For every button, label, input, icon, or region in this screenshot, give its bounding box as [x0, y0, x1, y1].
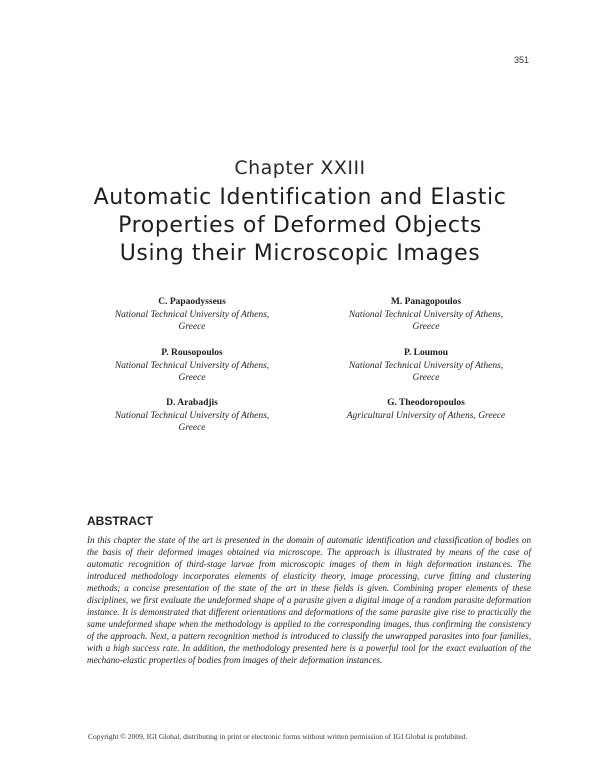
chapter-title-line-1: Automatic Identification and Elastic — [93, 185, 507, 210]
author-affiliation-line: Greece — [178, 373, 206, 383]
author-name: G. Theodoropoulos — [387, 398, 465, 408]
author-affiliation-line: Greece — [412, 322, 440, 332]
author-affiliation-line: Agricultural University of Athens, Greece — [346, 410, 506, 421]
author-block-theodoropoulos — [311, 397, 541, 422]
author-affiliation-line: Greece — [178, 423, 206, 433]
author-affiliation-line: National Technical University of Athens, — [114, 309, 270, 320]
author-name: P. Rousopoulos — [161, 348, 223, 358]
chapter-label: Chapter XXIII — [234, 157, 366, 179]
author-affiliation-line: Greece — [412, 373, 440, 383]
author-affiliation-line: National Technical University of Athens, — [348, 360, 504, 371]
author-affiliation-line: Greece — [178, 322, 206, 332]
chapter-title — [0, 184, 600, 268]
chapter-title-line-3: Using their Microscopic Images — [119, 241, 481, 266]
author-block-loumou — [311, 347, 541, 385]
author-block-panagopoulos — [311, 296, 541, 334]
page-number: 351 — [513, 55, 529, 65]
author-affiliation-line: National Technical University of Athens, — [348, 309, 504, 320]
copyright-notice: Copyright © 2009, IGI Global, distributing in print or electronic forms without written permission of IGI Global is prohibited. — [88, 732, 468, 741]
abstract-heading: ABSTRACT — [87, 514, 153, 528]
author-block-arabadjis — [77, 397, 307, 435]
author-block-rousopoulos — [77, 347, 307, 385]
author-affiliation-line: National Technical University of Athens, — [114, 410, 270, 421]
abstract-text: In this chapter the state of the art is presented in the domain of automatic identification and classification of bodies on the basis of their deformed images obtained via microscope. The approach is illustrated by means of the case of automatic recognition of third-stage larvae from microscopic images of them in high deformation instances. The introduced methodology incorporates elements of elasticity theory, image processing, curve fitting and clustering methods; a concise presentation of the state of the art in these fields is given. Combining proper elements of these disciplines, we first evaluate the undeformed shape of a parasite given a digital image of a random parasite deformation instance. It is demonstrated that different orientations and deformations of the same parasite give rise to practically the same undeformed shape when the methodology is applied to the corresponding images, thus confirming the consistency of the approach. Next, a pattern recognition method is introduced to classify the unwrapped parasites into four families, with a high success rate. In addition, the methodology presented here is a powerful tool for the exact evaluation of the mechano-elastic properties of bodies from images of their deformation instances. — [87, 535, 531, 665]
author-name: P. Loumou — [404, 348, 448, 358]
author-affiliation-line: National Technical University of Athens, — [114, 360, 270, 371]
author-name: C. Papaodysseus — [158, 297, 226, 307]
chapter-title-line-2: Properties of Deformed Objects — [118, 213, 482, 238]
author-name: M. Panagopoulos — [390, 297, 462, 307]
author-name: D. Arabadjis — [166, 398, 218, 408]
author-block-papaodysseus — [77, 296, 307, 334]
